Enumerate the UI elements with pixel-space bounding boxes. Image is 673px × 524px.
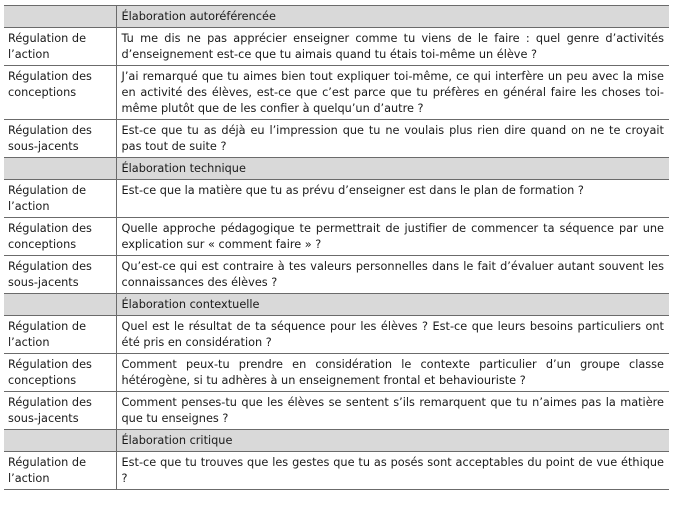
row-label: Régulation de l’action <box>4 28 116 66</box>
row-question: J’ai remarqué que tu aimes bien tout expliquer toi-même, ce qui interfère un peu avec la mise en activité des élèves, est-ce que c’est parce que tu préfères en général faire les choses toi-même plutôt que de les confier à quelqu’un d’autre ? <box>116 66 669 120</box>
row-question: Quelle approche pédagogique te permettrait de justifier de commencer ta séquence par une explication sur « comment faire » ? <box>116 218 669 256</box>
section-title: Élaboration autoréférencée <box>116 6 669 28</box>
table-row <box>4 66 669 120</box>
row-question: Quel est le résultat de ta séquence pour les élèves ? Est-ce que leurs besoins particuliers ont été pris en considération ? <box>116 316 669 354</box>
row-label: Régulation des sous-jacents <box>4 120 116 158</box>
section-title: Élaboration contextuelle <box>116 294 669 316</box>
table-row <box>4 354 669 392</box>
section-title: Élaboration critique <box>116 430 669 452</box>
section-header-row <box>4 158 669 180</box>
row-question: Est-ce que la matière que tu as prévu d’enseigner est dans le plan de formation ? <box>116 180 669 218</box>
section-header-blank-cell <box>4 158 116 180</box>
row-question: Est-ce que tu as déjà eu l’impression que tu ne voulais plus rien dire quand on ne te croyait pas tout de suite ? <box>116 120 669 158</box>
table-row <box>4 180 669 218</box>
table-row <box>4 316 669 354</box>
section-header-blank-cell <box>4 430 116 452</box>
row-label: Régulation des conceptions <box>4 218 116 256</box>
row-label: Régulation de l’action <box>4 180 116 218</box>
table-row <box>4 452 669 490</box>
section-header-row <box>4 6 669 28</box>
row-label: Régulation des sous-jacents <box>4 392 116 430</box>
row-label: Régulation des conceptions <box>4 66 116 120</box>
row-question: Comment peux-tu prendre en considération le contexte particulier d’un groupe classe hétérogène, si tu adhères à un enseignement frontal et behaviouriste ? <box>116 354 669 392</box>
table-row <box>4 218 669 256</box>
table-row <box>4 120 669 158</box>
table-row <box>4 256 669 294</box>
table-row <box>4 392 669 430</box>
regulation-table <box>4 5 669 490</box>
section-header-blank-cell <box>4 294 116 316</box>
row-question: Qu’est-ce qui est contraire à tes valeurs personnelles dans le fait d’évaluer autant souvent les connaissances des élèves ? <box>116 256 669 294</box>
row-label: Régulation des conceptions <box>4 354 116 392</box>
row-label: Régulation de l’action <box>4 316 116 354</box>
section-header-row <box>4 294 669 316</box>
row-question: Comment penses-tu que les élèves se sentent s’ils remarquent que tu n’aimes pas la matière que tu enseignes ? <box>116 392 669 430</box>
row-question: Est-ce que tu trouves que les gestes que tu as posés sont acceptables du point de vue éthique ? <box>116 452 669 490</box>
table-row <box>4 28 669 66</box>
row-label: Régulation de l’action <box>4 452 116 490</box>
row-question: Tu me dis ne pas apprécier enseigner comme tu viens de le faire : quel genre d’activités d’enseignement est-ce que tu aimais quand tu étais toi-même un élève ? <box>116 28 669 66</box>
row-label: Régulation des sous-jacents <box>4 256 116 294</box>
section-title: Élaboration technique <box>116 158 669 180</box>
section-header-row <box>4 430 669 452</box>
section-header-blank-cell <box>4 6 116 28</box>
